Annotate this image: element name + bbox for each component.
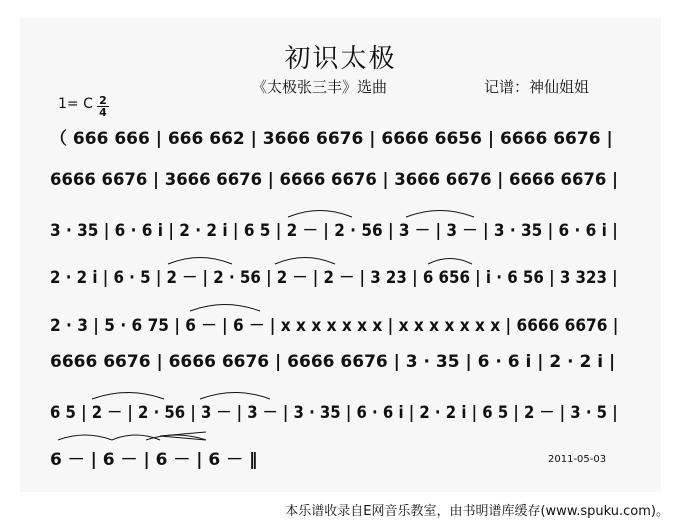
score-date: 2011-05-03 <box>548 454 607 465</box>
song-title: 初识太极 <box>284 44 397 74</box>
slur <box>275 258 335 265</box>
slur <box>406 211 474 218</box>
score-row-6: 6666 6676 | 6666 6676 | 6666 6676 | 3 · 35 | 6 · 6 i | 2 · 2 i | <box>50 352 616 372</box>
time-signature-top: 2 <box>99 94 107 107</box>
score-row-7: 6 5 | 2 － | 2 · 56 | 3 － | 3 － | 3 · 35 | 6 · 6 i | 2 · 2 i | 6 5 | 2 － | 3 · 5 | <box>50 403 618 423</box>
score-row-5: 2 · 3 | 5 · 6 75 | 6 － | 6 － | x x x x x x x | x x x x x x x | 6666 6676 | <box>50 316 619 336</box>
score-row-2: 6666 6676 | 3666 6676 | 6666 6676 | 3666 6676 | 6666 6676 | <box>50 170 619 190</box>
slur <box>288 211 352 218</box>
slur <box>190 305 260 312</box>
notator-credit: 记谱：神仙姐姐 <box>484 78 590 96</box>
slur <box>92 393 164 400</box>
score-row-4: 2 · 2 i | 6 · 5 | 2 － | 2 · 56 | 2 － | 2 － | 3 23 | 6 656 | i · 6 56 | 3 323 | <box>50 268 618 288</box>
source-footer: 本乐谱收录自E网音乐教室，由书明谱库缓存(www.spuku.com)。 <box>285 504 669 519</box>
slur <box>58 435 112 440</box>
slur <box>168 258 232 265</box>
slur <box>200 393 270 400</box>
score-row-8: 6 － | 6 － | 6 － | 6 － ‖ <box>50 450 258 470</box>
song-subtitle: 《太极张三丰》选曲 <box>252 78 388 96</box>
slur <box>428 259 472 265</box>
time-signature-bottom: 4 <box>99 106 107 119</box>
score-row-1: （ 666 666 | 666 662 | 3666 6676 | 6666 6656 | 6666 6676 | <box>50 129 613 149</box>
key-signature: 1= C <box>58 96 93 112</box>
score-row-3: 3 · 35 | 6 · 6 i | 2 · 2 i | 6 5 | 2 － | 2 · 56 | 3 － | 3 － | 3 · 35 | 6 · 6 i | <box>50 221 618 241</box>
